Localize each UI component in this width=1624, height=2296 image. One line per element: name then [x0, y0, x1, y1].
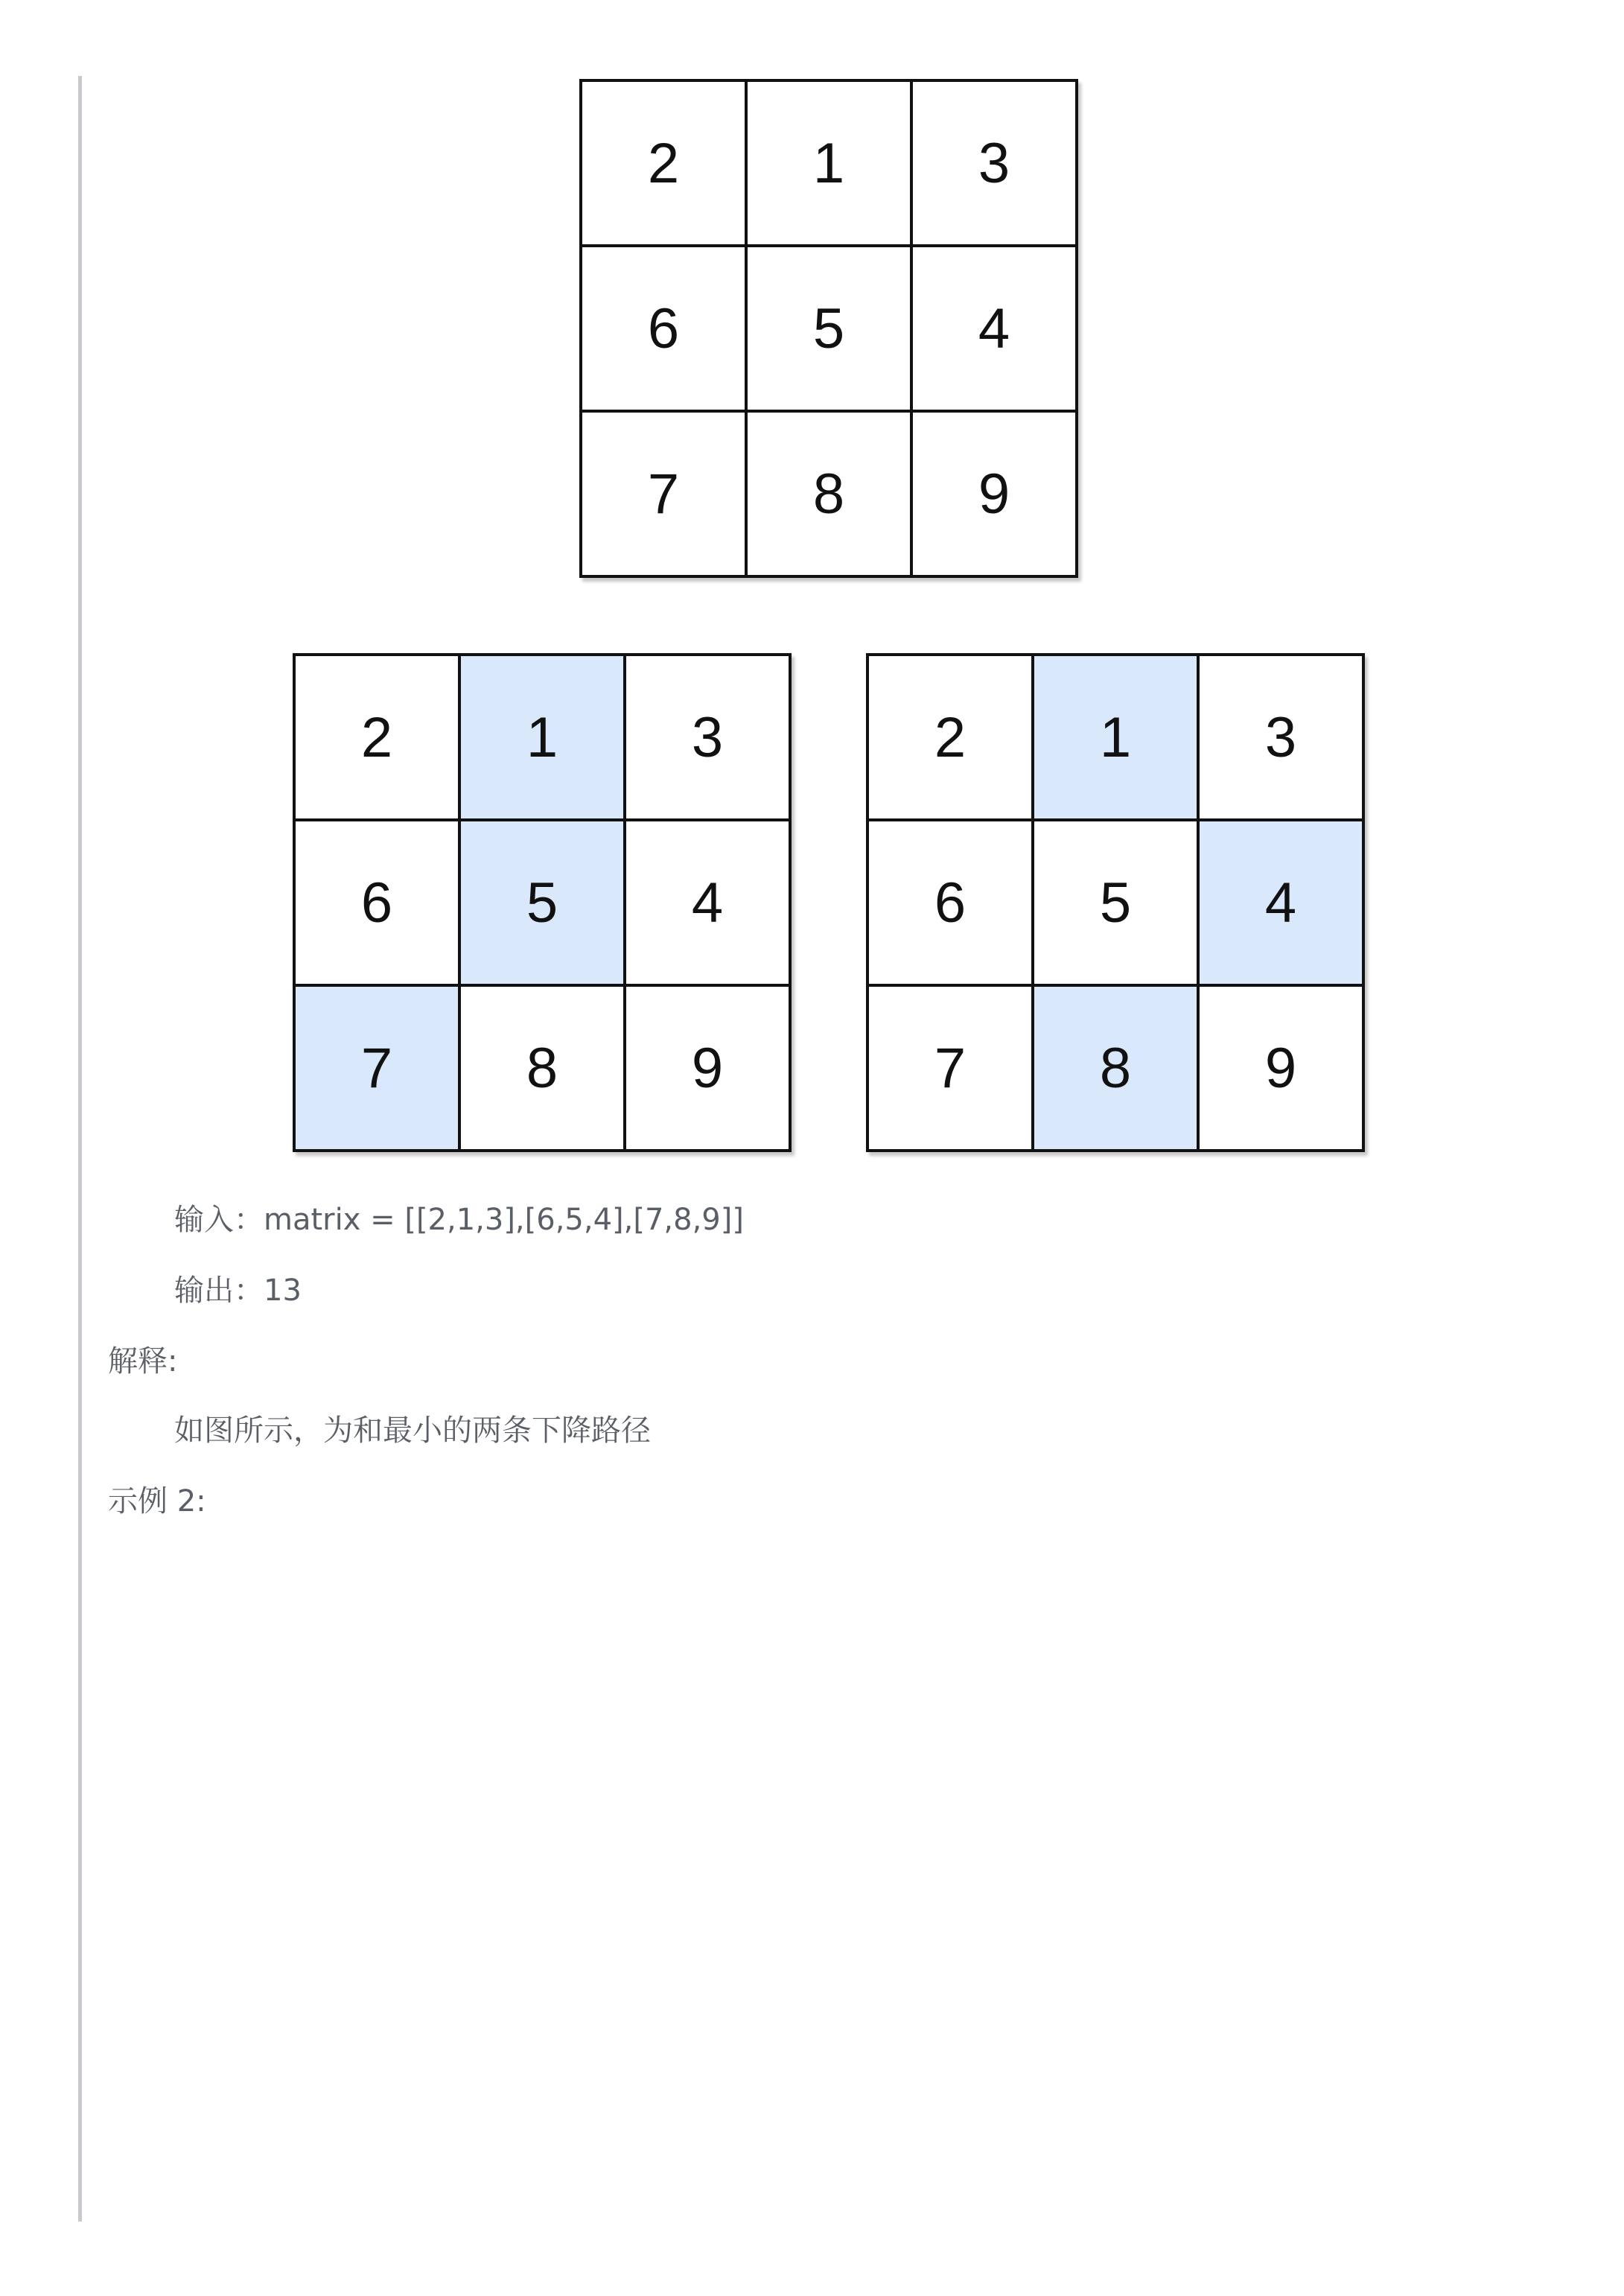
matrix-cell: 7 — [869, 987, 1034, 1152]
matrix-cell: 8 — [461, 987, 626, 1152]
matrix-cell-highlighted: 1 — [461, 656, 626, 821]
matrix-cell: 6 — [869, 821, 1034, 987]
matrix-cell-highlighted: 7 — [296, 987, 461, 1152]
matrix-cell: 8 — [748, 413, 913, 578]
example-2-label: 示例 2: — [108, 1484, 206, 1519]
matrix-cell: 5 — [748, 247, 913, 413]
blockquote-border — [78, 76, 82, 2222]
matrix-grid-path-1 — [293, 653, 792, 1152]
matrix-cell: 3 — [626, 656, 792, 821]
explanation-body: 如图所示，为和最小的两条下降路径 — [174, 1413, 651, 1448]
matrix-grid-original — [579, 79, 1078, 578]
matrix-cell: 2 — [296, 656, 461, 821]
matrix-cell: 9 — [913, 413, 1078, 578]
matrix-cell-highlighted: 8 — [1034, 987, 1200, 1152]
matrix-cell: 1 — [748, 82, 913, 247]
matrix-cell: 6 — [582, 247, 748, 413]
matrix-cell: 7 — [582, 413, 748, 578]
matrix-cell-highlighted: 5 — [461, 821, 626, 987]
input-line: 输入：matrix = [[2,1,3],[6,5,4],[7,8,9]] — [174, 1203, 744, 1237]
matrix-cell: 3 — [913, 82, 1078, 247]
matrix-cell: 3 — [1200, 656, 1365, 821]
matrix-cell: 5 — [1034, 821, 1200, 987]
matrix-cell: 9 — [1200, 987, 1365, 1152]
matrix-cell: 2 — [869, 656, 1034, 821]
matrix-cell-highlighted: 4 — [1200, 821, 1365, 987]
output-line: 输出：13 — [174, 1273, 302, 1308]
matrix-cell-highlighted: 1 — [1034, 656, 1200, 821]
matrix-cell: 6 — [296, 821, 461, 987]
matrix-cell: 9 — [626, 987, 792, 1152]
matrix-grid-path-2 — [866, 653, 1365, 1152]
matrix-cell: 4 — [626, 821, 792, 987]
matrix-cell: 4 — [913, 247, 1078, 413]
explanation-label: 解释: — [108, 1344, 178, 1378]
matrix-cell: 2 — [582, 82, 748, 247]
